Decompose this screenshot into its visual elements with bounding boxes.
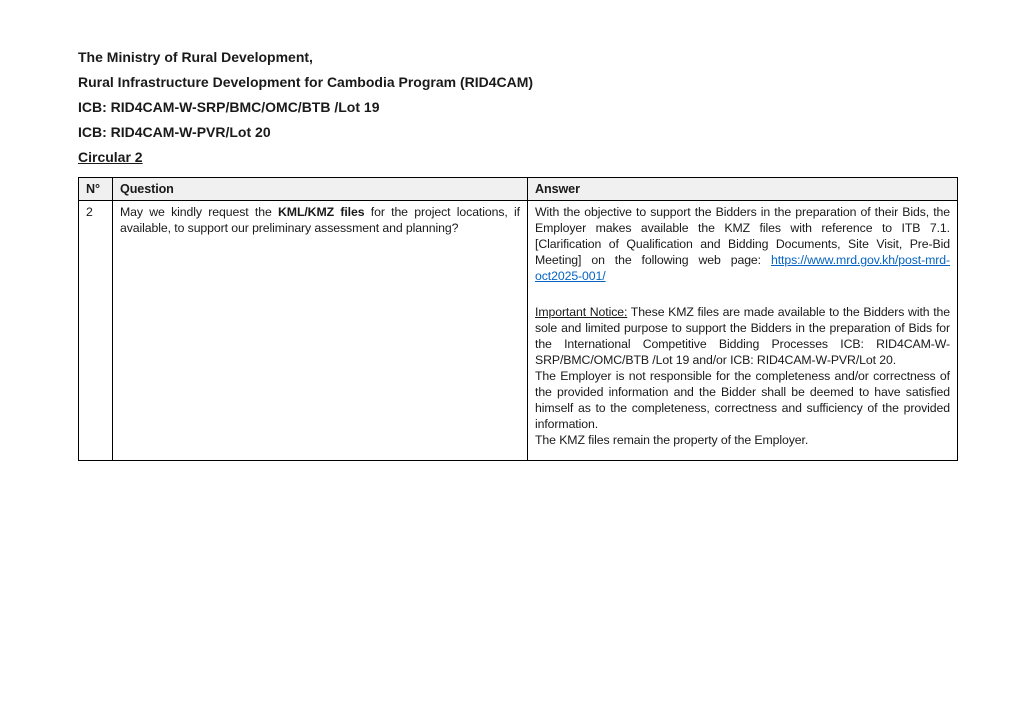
- header-line-ministry: The Ministry of Rural Development,: [78, 49, 313, 65]
- answer-paragraph-property: The KMZ files remain the property of the Employer.: [535, 433, 809, 447]
- kmz-files-link[interactable]: https://www.mrd.gov.kh/post-mrd-oct2025-001/: [535, 253, 950, 283]
- table-row: [79, 201, 958, 461]
- answer-paragraph-1: [535, 204, 950, 284]
- table-header-row: [79, 178, 958, 201]
- important-notice-label: Important Notice:: [535, 305, 628, 319]
- answer-p1-text: With the objective to support the Bidders in the preparation of their Bids, the Employer makes available the KMZ files with reference to ITB 7.1. [Clarification of Qualification and Bidding Documents, Site Visit, Pre-Bid Meeting] on the following web page:: [535, 205, 950, 267]
- answer-cell: [528, 201, 958, 461]
- header-line-program: Rural Infrastructure Development for Cambodia Program (RID4CAM): [78, 74, 534, 90]
- column-header-question: Question: [113, 178, 528, 201]
- question-number-cell: 2: [79, 201, 113, 461]
- question-text-bold: KML/KMZ files: [278, 205, 365, 219]
- answer-paragraph-notice: [535, 304, 950, 368]
- question-text-part1: May we kindly request the: [120, 205, 279, 219]
- question-text: [120, 204, 520, 236]
- column-header-no: N°: [79, 178, 113, 201]
- column-header-answer: Answer: [528, 178, 958, 201]
- header-line-icb-lot19: ICB: RID4CAM-W-SRP/BMC/OMC/BTB /Lot 19: [78, 99, 380, 115]
- answer-paragraph-disclaimer: The Employer is not responsible for the completeness and/or correctness of the provided information and the Bidder shall be deemed to have satisfied himself as to the completeness, correctness and sufficiency of the provided information.: [535, 369, 950, 431]
- important-notice-text: These KMZ files are made available to the Bidders with the sole and limited purpose to support the Bidders in the preparation of Bids for the International Competitive Bidding Processes ICB: RID4CAM-W-SRP/BMC/OMC/BTB /Lot 19 and/or ICB: RID4CAM-W-PVR/Lot 20.: [535, 305, 950, 367]
- question-cell: [113, 201, 528, 461]
- document-header: [78, 50, 958, 175]
- header-line-icb-lot20: ICB: RID4CAM-W-PVR/Lot 20: [78, 124, 271, 140]
- circular-title: Circular 2: [78, 149, 143, 165]
- qa-table: [78, 177, 958, 461]
- blank-line: [535, 284, 950, 304]
- question-text-part2: for the project locations, if available, to support our preliminary assessment and planning?: [120, 205, 520, 235]
